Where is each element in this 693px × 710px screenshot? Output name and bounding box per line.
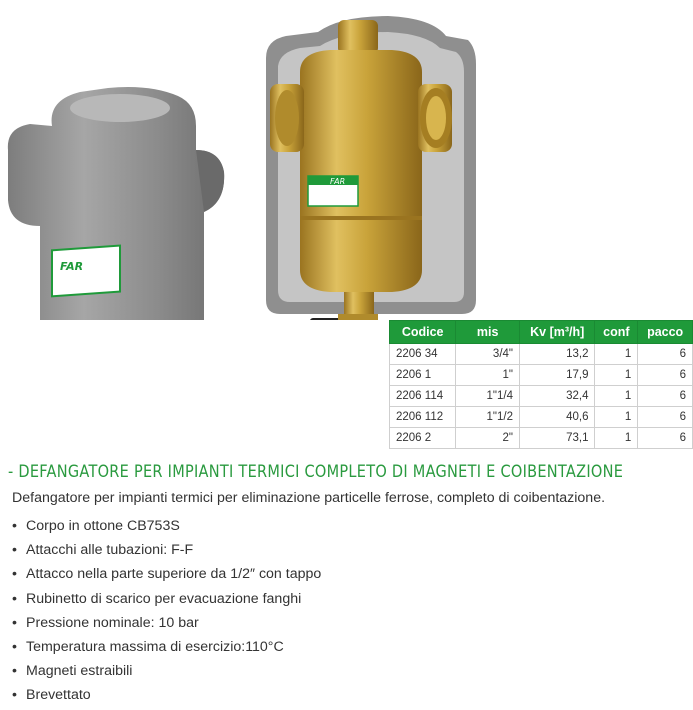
- far-logo-text: FAR: [60, 260, 84, 273]
- list-item: [12, 635, 321, 659]
- product-description: Defangatore per impianti termici per eliminazione particelle ferrose, completo di coibentazione.: [12, 490, 606, 506]
- header-mis: mis: [456, 321, 520, 344]
- bullet: •: [12, 638, 17, 655]
- feature-text: Rubinetto di scarico per evacuazione fanghi: [26, 590, 302, 607]
- cell-mis: 1": [456, 365, 520, 386]
- spec-table: [389, 320, 693, 449]
- cell-kv: 17,9: [520, 365, 595, 386]
- list-item: [12, 538, 321, 562]
- cell-conf: 1: [595, 386, 638, 407]
- feature-list: [12, 514, 321, 708]
- table-row: [390, 428, 693, 449]
- table-row: [390, 344, 693, 365]
- feature-text: Attacco nella parte superiore da 1/2″ con tappo: [26, 566, 322, 583]
- cell-kv: 40,6: [520, 407, 595, 428]
- feature-text: Attacchi alle tubazioni: F-F: [26, 542, 194, 559]
- cell-pacco: 6: [638, 344, 693, 365]
- header-pacco: pacco: [638, 321, 693, 344]
- cell-mis: 1"1/2: [456, 407, 520, 428]
- list-item: [12, 683, 321, 707]
- cell-pacco: 6: [638, 386, 693, 407]
- list-item: [12, 659, 321, 683]
- far-label-right: [308, 176, 358, 206]
- cell-conf: 1: [595, 365, 638, 386]
- feature-text: Temperatura massima di esercizio:110°C: [26, 638, 284, 655]
- header-codice: Codice: [390, 321, 456, 344]
- bullet: •: [12, 663, 17, 680]
- product-title: - DEFANGATORE PER IMPIANTI TERMICI COMPLETO DI MAGNETI E COIBENTAZIONE: [8, 462, 624, 481]
- cell-kv: 73,1: [520, 428, 595, 449]
- feature-text: Magneti estraibili: [26, 663, 133, 680]
- cell-codice: 2206 2: [390, 428, 456, 449]
- far-label-left: [52, 246, 120, 297]
- bullet: •: [12, 614, 17, 631]
- table-row: [390, 365, 693, 386]
- feature-text: Pressione nominale: 10 bar: [26, 614, 199, 631]
- table-header-row: [390, 321, 693, 344]
- table-row: [390, 407, 693, 428]
- product-image: [0, 0, 693, 320]
- cell-codice: 2206 34: [390, 344, 456, 365]
- svg-text:FAR: FAR: [330, 177, 346, 186]
- header-kv: Kv [m³/h]: [520, 321, 595, 344]
- table-row: [390, 386, 693, 407]
- list-item: [12, 562, 321, 586]
- list-item: [12, 611, 321, 635]
- cell-mis: 3/4": [456, 344, 520, 365]
- bullet: •: [12, 590, 17, 607]
- feature-text: Brevettato: [26, 687, 91, 704]
- cell-pacco: 6: [638, 407, 693, 428]
- bullet: •: [12, 518, 17, 534]
- list-item: [12, 587, 321, 611]
- cell-conf: 1: [595, 428, 638, 449]
- feature-text: Corpo in ottone CB753S: [26, 518, 180, 534]
- bullet: •: [12, 687, 17, 704]
- cell-kv: 32,4: [520, 386, 595, 407]
- cell-codice: 2206 1: [390, 365, 456, 386]
- cell-mis: 1"1/4: [456, 386, 520, 407]
- header-conf: conf: [595, 321, 638, 344]
- cell-pacco: 6: [638, 365, 693, 386]
- cell-conf: 1: [595, 344, 638, 365]
- bullet: •: [12, 542, 17, 559]
- bullet: •: [12, 566, 17, 583]
- cell-codice: 2206 114: [390, 386, 456, 407]
- list-item: [12, 514, 321, 538]
- cell-codice: 2206 112: [390, 407, 456, 428]
- cell-kv: 13,2: [520, 344, 595, 365]
- cell-pacco: 6: [638, 428, 693, 449]
- cell-mis: 2": [456, 428, 520, 449]
- cell-conf: 1: [595, 407, 638, 428]
